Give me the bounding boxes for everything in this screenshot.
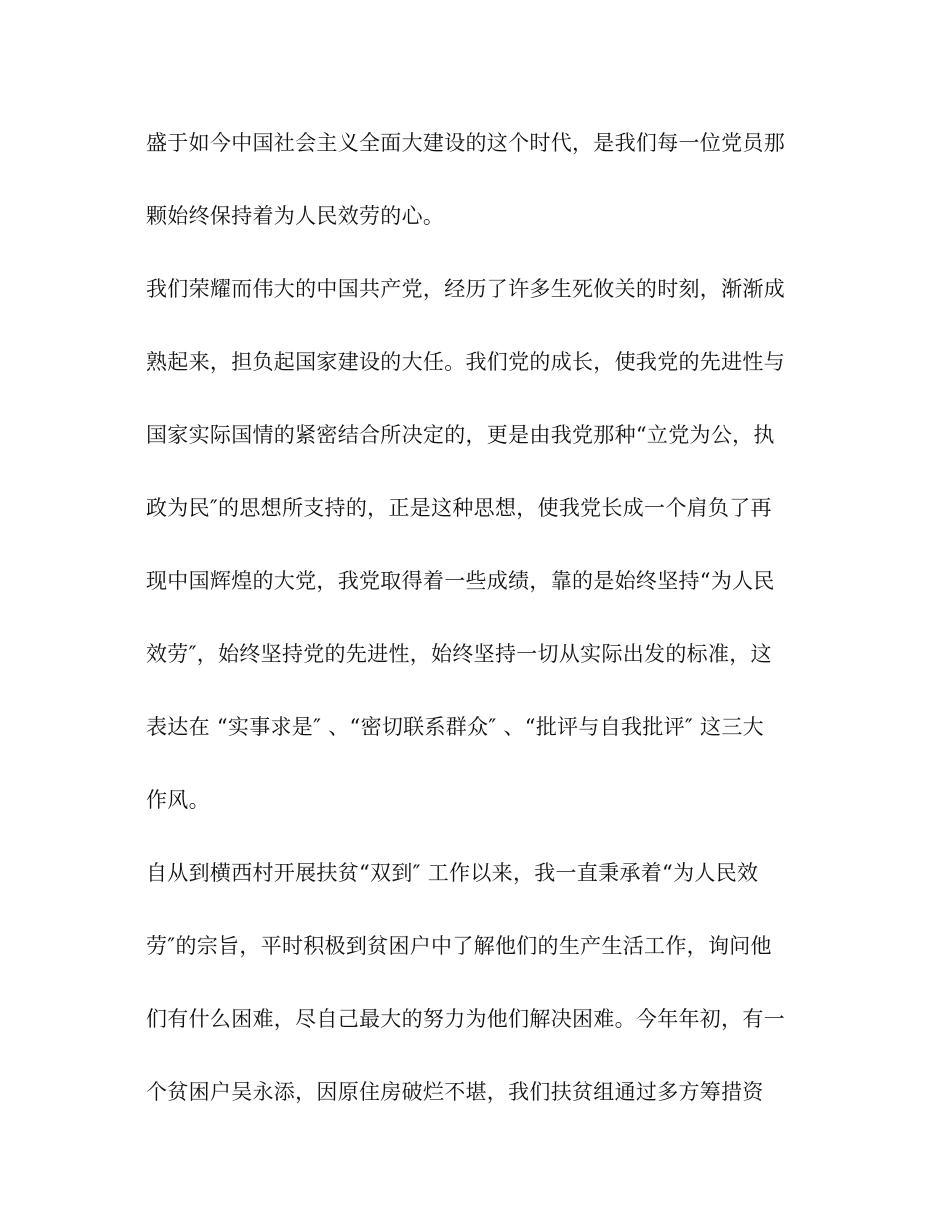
text-line: 效劳″，始终坚持党的先进性，始终坚持一切从实际出发的标准，这 bbox=[146, 642, 772, 666]
text-line: 作风。 bbox=[146, 788, 210, 812]
text-line: 国家实际国情的紧密结合所决定的，更是由我党那种“立党为公，执 bbox=[146, 423, 775, 447]
text-line: 现中国辉煌的大党，我党取得着一些成绩，靠的是始终坚持“为人民 bbox=[146, 569, 775, 593]
text-line: 政为民″的思想所支持的，正是这种思想，使我党长成一个肩负了再 bbox=[146, 496, 772, 520]
text-line: 我们荣耀而伟大的中国共产党，经历了许多生死攸关的时刻，渐渐成 bbox=[146, 277, 785, 301]
text-line: 盛于如今中国社会主义全面大建设的这个时代，是我们每一位党员那 bbox=[146, 131, 785, 155]
text-line: 劳″的宗旨，平时积极到贫困户中了解他们的生产生活工作，询问他 bbox=[146, 934, 772, 958]
text-line: 自从到横西村开展扶贫“双到″ 工作以来，我一直秉承着“为人民效 bbox=[146, 861, 759, 885]
text-line: 们有什么困难，尽自己最大的努力为他们解决困难。今年年初，有一 bbox=[146, 1007, 785, 1031]
text-line: 个贫困户吴永添，因原住房破烂不堪，我们扶贫组通过多方筹措资 bbox=[146, 1080, 764, 1104]
text-line: 表达在 “实事求是″ 、“密切联系群众″ 、“批评与自我批评″ 这三大 bbox=[146, 715, 764, 739]
text-line: 熟起来，担负起国家建设的大任。我们党的成长，使我党的先进性与 bbox=[146, 350, 785, 374]
text-line: 颗始终保持着为人民效劳的心。 bbox=[146, 204, 445, 228]
